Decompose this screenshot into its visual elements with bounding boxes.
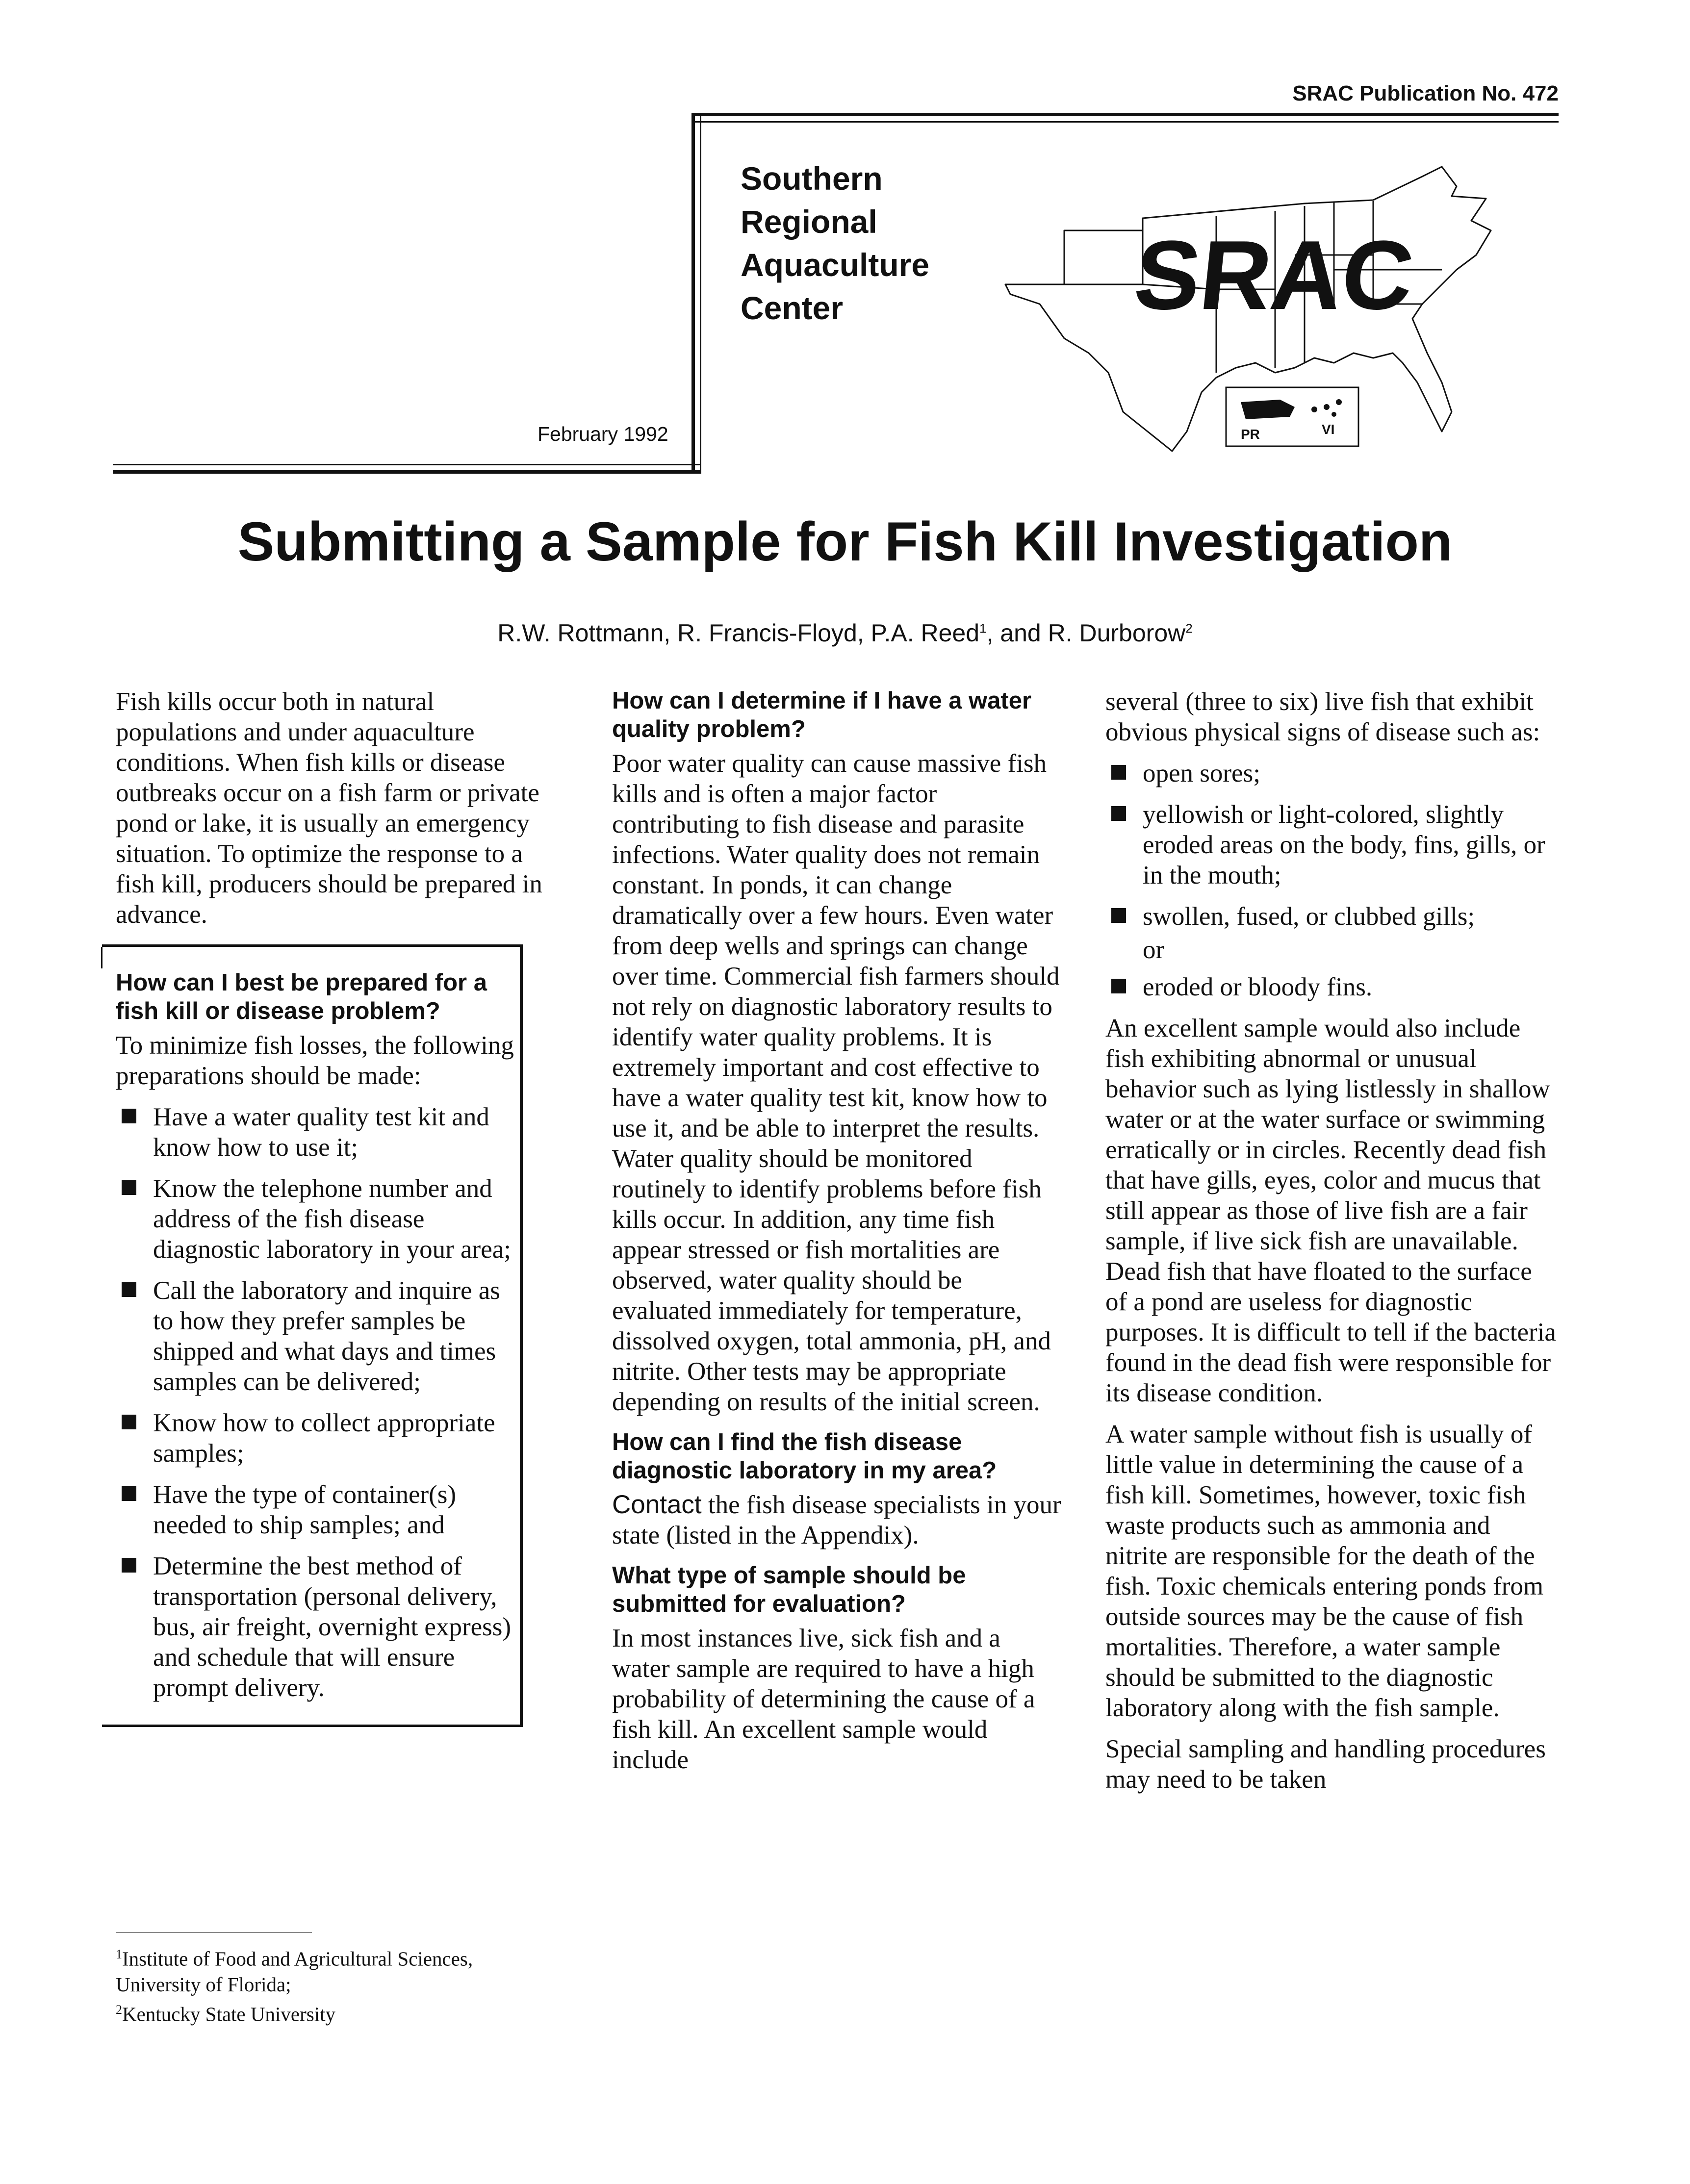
org-name xyxy=(741,157,929,330)
org-name-line: Center xyxy=(741,290,844,326)
list-item-text: Call the laboratory and inquire as to how they prefer samples be shipped and what days and times samples can be delivered; xyxy=(153,1276,500,1396)
authors xyxy=(0,619,1690,647)
paragraph-text: the fish disease specialists in your state (listed in the Appendix). xyxy=(612,1491,1061,1549)
header-rule xyxy=(691,113,1559,123)
list-item xyxy=(116,1479,515,1540)
list-item-text: Know how to collect appropriate samples; xyxy=(153,1409,495,1468)
body-paragraph: In most instances live, sick fish and a water sample are required to have a high probability of determining the cause of a fish kill. An excellent sample would include xyxy=(612,1624,1035,1774)
bullet-icon xyxy=(1111,979,1126,993)
footnote-text: Kentucky State University xyxy=(122,2003,335,2026)
section-heading: How can I find the fish disease diagnostic laboratory in my area? xyxy=(612,1429,997,1484)
footnotes xyxy=(116,1932,557,2027)
inset-label-vi: VI xyxy=(1322,422,1335,437)
column-1 xyxy=(116,686,542,1727)
list-item xyxy=(116,1173,515,1265)
intro-paragraph: Fish kills occur both in natural populations and under aquaculture conditions. When fish kills or disease outbreaks occur on a fish farm or private pond or lake, it is usually an emergency situation. To optimize the response to a fish kill, producers should be prepared in advance. xyxy=(116,687,542,929)
header-base-rule xyxy=(113,464,701,474)
signs-list-continued xyxy=(1105,972,1557,1002)
box-intro: To minimize fish losses, the following preparations should be made: xyxy=(116,1031,514,1090)
island-dot xyxy=(1311,406,1317,412)
list-item xyxy=(116,1102,515,1163)
org-name-line: Regional xyxy=(741,203,877,240)
list-item xyxy=(116,1551,515,1703)
srac-map-logo-icon xyxy=(1000,157,1501,471)
section-heading: What type of sample should be submitted for evaluation? xyxy=(612,1562,966,1617)
author-footnote-mark: 2 xyxy=(1185,621,1193,636)
list-item-text: yellowish or light-colored, slightly eroded areas on the body, fins, gills, or in the mouth; xyxy=(1143,800,1545,889)
list-item-text: Determine the best method of transportation (personal delivery, bus, air freight, overnight express) and schedule that will ensure prompt delivery. xyxy=(153,1552,512,1702)
footnote-rule xyxy=(116,1932,312,1933)
bullet-icon xyxy=(122,1486,136,1501)
list-item-text: swollen, fused, or clubbed gills; xyxy=(1143,902,1475,931)
island-dot xyxy=(1332,412,1336,417)
body-paragraph: Special sampling and handling procedures may need to be taken xyxy=(1105,1735,1546,1794)
footnote-mark: 2 xyxy=(116,2002,122,2017)
list-item-text: eroded or bloody fins. xyxy=(1143,973,1373,1001)
body-paragraph xyxy=(612,1490,1063,1550)
bullet-icon xyxy=(122,1109,136,1123)
list-item-text: Have the type of container(s) needed to ship samples; and xyxy=(153,1480,457,1539)
section-heading: How can I determine if I have a water quality problem? xyxy=(612,687,1032,742)
box-corner xyxy=(101,947,102,968)
list-item-text: open sores; xyxy=(1143,759,1260,787)
body-paragraph: Poor water quality can cause massive fish kills and is often a major factor contributing to fish disease and parasite infections. Water quality does not remain constant. In ponds, it can change dramatically over a few hours. Even water from deep wells and springs can change over time. Commercial fish farmers should not rely on diagnostic laboratory results to identify water quality problems. It is extremely important and cost effective to have a water quality test kit, know how to use it, and be able to interpret the results. Water quality should be monitored routinely to identify problems before fish kills occur. In addition, any time fish appear stressed or fish mortalities are observed, water quality should be evaluated immediately for temperature, dissolved oxygen, total ammonia, pH, and nitrite. Other tests may be appropriate depending on results of the initial screen. xyxy=(612,749,1060,1416)
footnote-2 xyxy=(116,1997,557,2027)
publication-number: SRAC Publication No. 472 xyxy=(1292,81,1559,105)
org-name-line: Southern xyxy=(741,160,883,197)
publication-date: February 1992 xyxy=(538,423,668,445)
list-item xyxy=(1105,758,1557,788)
preparation-box xyxy=(102,944,523,1727)
header-vertical-rule xyxy=(691,113,701,474)
body-paragraph: several (three to six) live fish that exhibit obvious physical signs of disease such as: xyxy=(1105,687,1540,746)
list-item xyxy=(1105,972,1557,1002)
bullet-icon xyxy=(1111,765,1126,780)
document-title: Submitting a Sample for Fish Kill Investigation xyxy=(237,511,1453,572)
bullet-icon xyxy=(122,1282,136,1297)
bullet-icon xyxy=(122,1180,136,1195)
bullet-icon xyxy=(122,1558,136,1573)
authors-text: R.W. Rottmann, R. Francis-Floyd, P.A. Reed xyxy=(497,619,980,647)
footnote-text: Institute of Food and Agricultural Sciences, University of Florida; xyxy=(116,1947,473,1996)
list-item xyxy=(1105,901,1557,932)
logo-text: SRAC xyxy=(1129,220,1419,330)
footnote-mark: 1 xyxy=(116,1947,122,1961)
body-paragraph: An excellent sample would also include fish exhibiting abnormal or unusual behavior such as lying listlessly in shallow water or at the water surface or swimming erratically or in circles. Recently dead fish that have gills, eyes, color and mucus that still appear as those of live fish are a fair sample, if live sick fish are unavailable. Dead fish that have floated to the surface of a pond are useless for diagnostic purposes. It is difficult to tell if the bacteria found in the dead fish were responsible for its disease condition. xyxy=(1105,1014,1556,1407)
bullet-icon xyxy=(1111,908,1126,923)
author-footnote-mark: 1 xyxy=(979,621,987,636)
list-item xyxy=(116,1408,515,1469)
footnote-1 xyxy=(116,1942,557,1997)
list-item xyxy=(116,1275,515,1397)
bullet-icon xyxy=(1111,806,1126,821)
signs-list xyxy=(1105,758,1557,932)
island-dot xyxy=(1336,399,1342,405)
island-dot xyxy=(1324,404,1330,410)
authors-text: , and R. Durborow xyxy=(986,619,1186,647)
list-item-text: Have a water quality test kit and know how to use it; xyxy=(153,1103,489,1162)
body-paragraph: A water sample without fish is usually of little value in determining the cause of a fish kill. Sometimes, however, toxic fish waste products such as ammonia and nitrite are responsible for the death of the fish. Toxic chemicals entering ponds from outside sources may be the cause of fish mortalities. Therefore, a water sample should be submitted to the diagnostic laboratory along with the fish sample. xyxy=(1105,1420,1544,1722)
column-3 xyxy=(1105,686,1557,1805)
list-item-text: Know the telephone number and address of the fish disease diagnostic laboratory in your area; xyxy=(153,1174,511,1264)
column-2 xyxy=(612,686,1063,1786)
lead-word: Contact xyxy=(612,1490,702,1519)
bullet-icon xyxy=(122,1415,136,1429)
org-name-line: Aquaculture xyxy=(741,247,930,283)
preparation-list xyxy=(116,1102,515,1703)
inset-label-pr: PR xyxy=(1241,427,1260,442)
section-heading: How can I best be prepared for a fish kill or disease problem? xyxy=(116,969,487,1024)
or-text: or xyxy=(1143,936,1165,964)
list-item xyxy=(1105,799,1557,890)
